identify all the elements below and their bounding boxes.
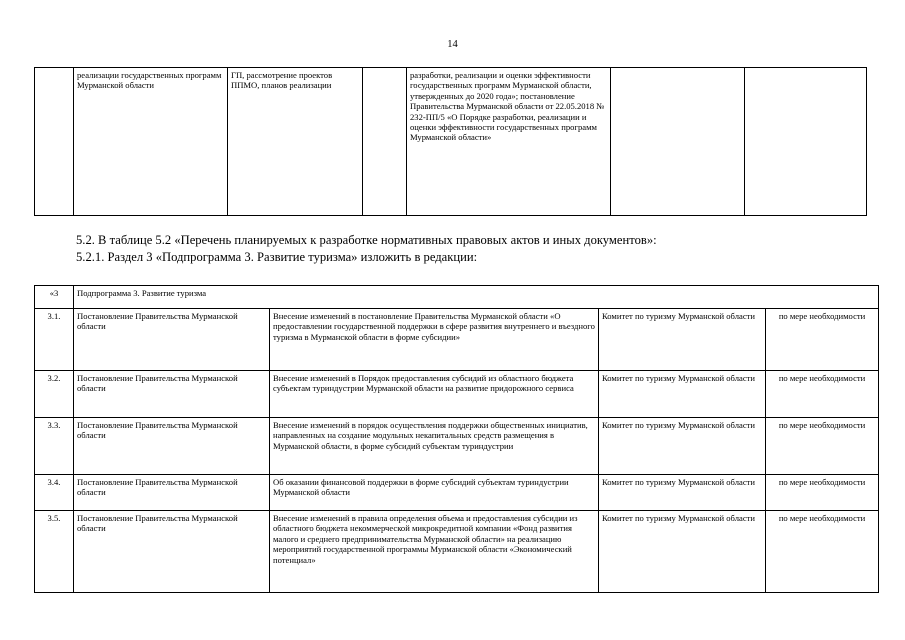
document-type: Постановление Правительства Мурманской области — [74, 418, 270, 475]
documents-table — [34, 285, 879, 593]
section-row — [35, 286, 879, 309]
row-number: 3.4. — [35, 475, 74, 511]
document-name: Внесение изменений в порядок осуществления поддержки общественных инициатив, направленных на создание модульных некапитальных средств размещения в Мурманской области, в форме субсидий субъектам туриндустрии — [270, 418, 599, 475]
document-type: Постановление Правительства Мурманской области — [74, 511, 270, 593]
section-number: «3 — [35, 286, 74, 309]
term: по мере необходимости — [766, 371, 879, 418]
table-row — [35, 418, 879, 475]
table-row — [35, 511, 879, 593]
table-cell — [363, 68, 407, 216]
page-number: 14 — [447, 39, 458, 50]
term: по мере необходимости — [766, 418, 879, 475]
paragraph: 5.2.1. Раздел 3 «Подпрограмма 3. Развитие туризма» изложить в редакции: — [76, 250, 478, 264]
section-title: Подпрограмма 3. Развитие туризма — [74, 286, 879, 309]
table-cell — [35, 68, 74, 216]
document-name: Об оказании финансовой поддержки в форме субсидий субъектам туриндустрии Мурманской области — [270, 475, 599, 511]
responsible: Комитет по туризму Мурманской области — [599, 371, 766, 418]
responsible: Комитет по туризму Мурманской области — [599, 511, 766, 593]
row-number: 3.5. — [35, 511, 74, 593]
document-name: Внесение изменений в Порядок предоставления субсидий из областного бюджета субъектам туриндустрии Мурманской области на развитие придорожного сервиса — [270, 371, 599, 418]
document-type: Постановление Правительства Мурманской области — [74, 309, 270, 371]
row-number: 3.3. — [35, 418, 74, 475]
term: по мере необходимости — [766, 475, 879, 511]
paragraph: 5.2. В таблице 5.2 «Перечень планируемых к разработке нормативных правовых актов и иных документов»: — [76, 233, 657, 247]
table-cell: реализации государственных программ Мурманской области — [74, 68, 228, 216]
table-cell — [745, 68, 867, 216]
continued-table — [34, 67, 867, 216]
responsible: Комитет по туризму Мурманской области — [599, 475, 766, 511]
table-row — [35, 475, 879, 511]
table-row — [35, 68, 867, 216]
table-row — [35, 371, 879, 418]
responsible: Комитет по туризму Мурманской области — [599, 309, 766, 371]
table-cell: разработки, реализации и оценки эффективности государственных программ Мурманской области, утвержденных до 2020 года»; постановление Правительства Мурманской области от 22.05.2018 № 232-ПП/5 «О Порядке разработки, реализации и оценки эффективности государственных программ Мурманской области» — [407, 68, 611, 216]
table-row — [35, 309, 879, 371]
document-name: Внесение изменений в постановление Правительства Мурманской области «О предоставлении государственной поддержки в сфере развития внутреннего и въездного туризма в Мурманской области в форме субсидии» — [270, 309, 599, 371]
term: по мере необходимости — [766, 511, 879, 593]
responsible: Комитет по туризму Мурманской области — [599, 418, 766, 475]
document-type: Постановление Правительства Мурманской области — [74, 475, 270, 511]
term: по мере необходимости — [766, 309, 879, 371]
document-type: Постановление Правительства Мурманской области — [74, 371, 270, 418]
row-number: 3.1. — [35, 309, 74, 371]
row-number: 3.2. — [35, 371, 74, 418]
document-name: Внесение изменений в правила определения объема и предоставления субсидии из областного бюджета некоммерческой микрокредитной компании «Фонд развития малого и среднего предпринимательства Мурманской области» на реализацию мероприятий государственной программы Мурманской области «Экономический потенциал» — [270, 511, 599, 593]
table-cell — [611, 68, 745, 216]
table-cell: ГП, рассмотрение проектов ППМО, планов реализации — [228, 68, 363, 216]
